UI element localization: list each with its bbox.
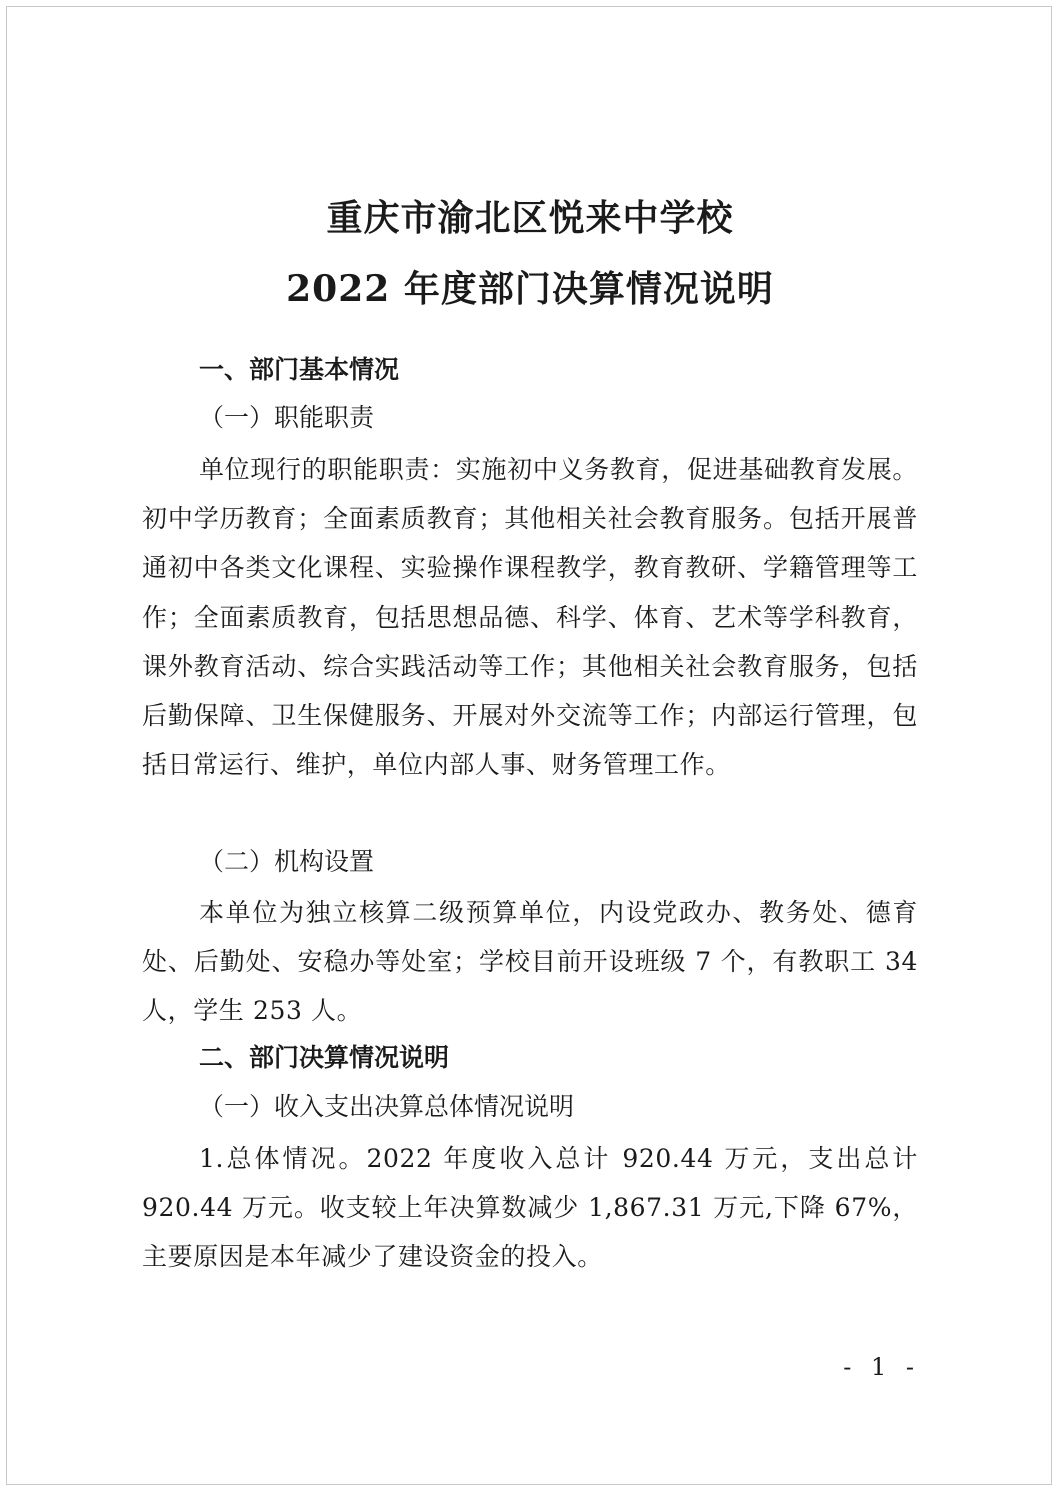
document-title-line1: 重庆市渝北区悦来中学校 [326, 197, 734, 239]
section1-sub1-paragraph: 单位现行的职能职责：实施初中义务教育，促进基础教育发展。 初中学历教育；全面素质教育；其他相关社会教育服务。包括开展普通初中各类文化课程、实验操作课程教学，教育教研、学籍管理等工作；全面素质教育，包括思想品德、科学、体育、艺术等学科教育，课外教育活动、综合实践活动等工作；其他相关社会教育服务，包括后勤保障、卫生保健服务、开展对外交流等工作；内部运行管理，包括日常运行、维护，单位内部人事、财务管理工作。 [142, 455, 918, 780]
section2-heading: 二、部门决算情况说明 [199, 1043, 450, 1072]
section1-sub2-heading: （二）机构设置 [199, 847, 375, 876]
section2-sub1-heading: （一）收入支出决算总体情况说明 [199, 1092, 575, 1121]
page-number: - 1 - [843, 1353, 920, 1381]
section2-sub1-paragraph: 1.总体情况。2022 年度收入总计 920.44 万元，支出总计 920.44 万元。收支较上年决算数减少 1,867.31 万元,下降 67%，主要原因是本年减少了建设资金的投入。 [142, 1144, 918, 1272]
section1-sub1-heading: （一）职能职责 [199, 403, 375, 432]
section1-heading: 一、部门基本情况 [199, 355, 400, 384]
document-title-line2: 2022 年度部门决算情况说明 [286, 268, 774, 310]
section1-sub2-paragraph: 本单位为独立核算二级预算单位，内设党政办、教务处、德育处、后勤处、安稳办等处室；学校目前开设班级 7 个，有教职工 34 人，学生 253 人。 [142, 898, 918, 1026]
